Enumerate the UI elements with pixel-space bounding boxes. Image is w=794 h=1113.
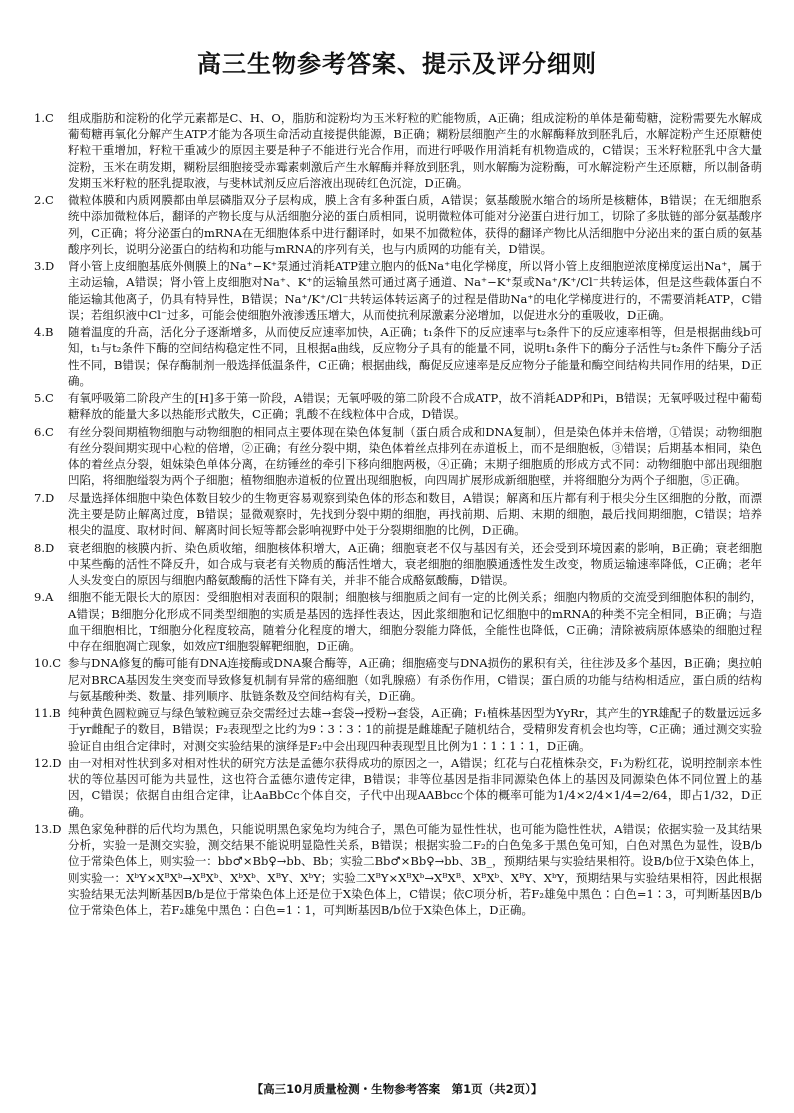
- answer-explanation: 细胞不能无限长大的原因：受细胞相对表面积的限制；细胞核与细胞质之间有一定的比例关系；细胞内物质的交流受到细胞体积的制约，A错误；B细胞分化形成不同类型细胞的实质是基因的选择性表达，因此浆细胞和记忆细胞中的mRNA的种类不完全相同，B正确；与造血干细胞相比，T细胞分化程度较高，随着分化程度的增大，细胞分裂能力降低，全能性也降低，C正确；清除被病原体感染的细胞过程中存在细胞凋亡现象，如效应T细胞裂解靶细胞，D正确。: [68, 590, 762, 653]
- answer-explanation: 有丝分裂间期植物细胞与动物细胞的相同点主要体现在染色体复制（蛋白质合成和DNA复制），但是染色体并未倍增，①错误；动物细胞有丝分裂间期实现中心粒的倍增，②正确；有丝分裂中期，染色体着丝点排列在赤道板上，而不是细胞板，③错误；后期基本相同，染色体的着丝点分裂，姐妹染色单体分离，在纺锤丝的牵引下移向细胞两极，④正确；末期子细胞质的形成方式不同：动物细胞中部出现细胞凹陷，将细胞缢裂为两个子细胞；植物细胞赤道板的位置出现细胞板，向四周扩展形成新细胞壁，并将细胞分为两个子细胞，⑤正确。: [68, 424, 762, 488]
- answer-number: 12.D: [34, 755, 62, 770]
- answer-explanation: 微粒体膜和内质网膜都由单层磷脂双分子层构成，膜上含有多种蛋白质，A错误；氨基酸脱水缩合的场所是核糖体，B错误；在无细胞系统中添加微粒体后，翻译的产物长度与从活细胞分泌的蛋白质相同，说明微粒体可能对分泌蛋白进行加工，切除了多肽链的部分氨基酸序列，C正确；将分泌蛋白的mRNA在无细胞体系中进行翻译时，如果不加微粒体，获得的翻译产物比从活细胞中分泌出来的蛋白质的氨基酸序列长，说明分泌蛋白的结构和功能与mRNA的序列有关，也与内质网的功能有关，D错误。: [68, 193, 762, 256]
- answer-explanation: 随着温度的升高，活化分子逐渐增多，从而使反应速率加快，A正确；t₁条件下的反应速率与t₂条件下的反应速率相等，但是根据曲线b可知，t₁与t₂条件下酶的空间结构稳定性不同，且根据a曲线，反应物分子具有的能量不同，说明t₁条件下的酶分子活性与t₂条件下酶分子活性不同，B错误；保存酶制剂一般选择低温条件，C正确；根据曲线，酶促反应速率是反应物分子能量和酶空间结构共同作用的结果，D正确。: [68, 325, 762, 388]
- answer-explanation: 黑色家兔种群的后代均为黑色，只能说明黑色家兔均为纯合子，黑色可能为显性性状，也可能为隐性性状，A错误；依据实验一及其结果分析，实验一是测交实验，测交结果不能说明显隐性关系，B错误；根据实验二F₂的白色兔多于黑色兔可知，白色对黑色为显性，设B/b位于常染色体上，则实验一：bb♂×Bb♀→bb、Bb；实验二Bb♂×Bb♀→bb、3B_，预期结果与实验结果相符。设B/b位于X染色体上，则实验一：XᵇY×XᴮXᵇ→XᴮXᵇ、XᵇXᵇ、XᴮY、XᵇY；实验二XᴮY×XᴮXᵇ→XᴮXᴮ、XᴮXᵇ、XᴮY、XᵇY，预期结果与实验结果相符，因此根据实验结果无法判断基因B/b是位于常染色体上还是位于X染色体上，C错误；依C项分析，若F₂雄兔中黑色∶白色=1∶3，可判断基因B/b位于常染色体上，若F₂雄兔中黑色∶白色=1∶1，可判断基因B/b位于X染色体上，D正确。: [68, 821, 762, 917]
- answer-number: 5.C: [34, 391, 54, 406]
- answer-item-10: [34, 655, 762, 704]
- answer-explanation: 组成脂肪和淀粉的化学元素都是C、H、O，脂肪和淀粉均为玉米籽粒的贮能物质，A正确；组成淀粉的单体是葡萄糖，淀粉需要先水解成葡萄糖再氧化分解产生ATP才能为各项生命活动直接提供能源，B正确；糊粉层细胞产生的水解酶释放到胚乳后，水解淀粉产生还原糖使籽粒干重增加，籽粒干重减少的原因主要是种子不能进行光合作用，而进行呼吸作用消耗有机物造成的，C错误；玉米籽粒胚乳中含大量淀粉，玉米在萌发期，糊粉层细胞接受赤霉素刺激后产生水解酶并释放到胚乳，则水解酶为淀粉酶，可水解淀粉产生还原糖，所以制备萌发期玉米籽粒的胚乳提取液，与斐林试剂反应后溶液出现砖红色沉淀，D正确。: [68, 111, 762, 190]
- answer-number: 3.D: [34, 259, 55, 274]
- answer-number: 13.D: [34, 821, 62, 836]
- answer-item-9: [34, 589, 762, 654]
- answer-number: 10.C: [34, 656, 62, 671]
- page-footer: 【高三10月质量检测・生物参考答案 第1页（共2页）】: [251, 1082, 543, 1096]
- answer-explanation: 纯种黄色圆粒豌豆与绿色皱粒豌豆杂交需经过去雄→套袋→授粉→套袋，A正确；F₁植株基因型为YyRr，其产生的YR雄配子的数量远远多于yr雌配子的数目，B错误；F₂表现型之比约为9∶3∶3∶1的前提是雌雄配子随机结合，受精卵发育机会也均等，C正确；通过测交实验验证自由组合定律时，对测交实验结果的演绎是F₂中会出现四种表现型且比例为1∶1∶1∶1，D正确。: [68, 706, 762, 753]
- answer-number: 8.D: [34, 540, 55, 555]
- answer-number: 2.C: [34, 193, 54, 208]
- answer-number: 4.B: [34, 325, 54, 340]
- answer-item-6: [34, 424, 762, 489]
- answer-explanation: 参与DNA修复的酶可能有DNA连接酶或DNA聚合酶等，A正确；细胞癌变与DNA损伤的累积有关，往往涉及多个基因，B正确；奥拉帕尼对BRCA基因发生突变而导致修复机制有异常的癌细胞（如乳腺癌）有杀伤作用，C错误；蛋白质的功能与结构相适应，蛋白质的结构与氨基酸种类、数量、排列顺序、肽链条数及空间结构有关，D正确。: [68, 656, 762, 703]
- answer-explanation: 有氧呼吸第二阶段产生的[H]多于第一阶段，A错误；无氧呼吸的第二阶段不合成ATP，故不消耗ADP和Pi，B错误；无氧呼吸过程中葡萄糖释放的能量大多以热能形式散失，C正确；乳酸不在线粒体中合成，D错误。: [68, 391, 762, 422]
- page-title: 高三生物参考答案、提示及评分细则: [197, 50, 597, 78]
- answer-item-1: [34, 110, 762, 191]
- answer-number: 11.B: [34, 706, 61, 721]
- answer-explanation: 由一对相对性状到多对相对性状的研究方法是孟德尔获得成功的原因之一，A错误；红花与白花植株杂交，F₁为粉红花，说明控制亲本性状的等位基因可能为共显性，这也符合孟德尔遗传定律，B错误；非等位基因是指非同源染色体上的基因及同源染色体不同位置上的基因，C错误；依据自由组合定律，让AaBbCc个体自交，子代中出现AABbcc个体的概率可能为1/4×2/4×1/4=2/64，即占1/32，D正确。: [68, 755, 762, 819]
- answer-item-11: [34, 705, 762, 754]
- answer-item-3: [34, 258, 762, 323]
- answer-explanation: 尽量选择体细胞中染色体数目较少的生物更容易观察到染色体的形态和数目，A错误；解离和压片都有利于根尖分生区细胞的分散，而漂洗主要是防止解离过度，B错误；显微观察时，先找到分裂中期的细胞，再找前期、后期、末期的细胞，最后找间期细胞，C错误；培养根尖的温度、取材时间、解离时间长短等都会影响视野中处于分裂期细胞的比例，D正确。: [68, 490, 762, 538]
- answer-item-8: [34, 540, 762, 589]
- answer-explanation: 肾小管上皮细胞基底外侧膜上的Na⁺−K⁺泵通过消耗ATP建立胞内的低Na⁺电化学梯度，所以肾小管上皮细胞逆浓度梯度运出Na⁺，属于主动运输，A错误；肾小管上皮细胞对Na⁺、K⁺的运输虽然可通过离子通道、Na⁺−K⁺泵或Na⁺/K⁺/Cl⁻共转运体，但是这些载体蛋白不能运输其他离子，仍具有特异性，B错误；Na⁺/K⁺/Cl⁻共转运体转运离子的过程是借助Na⁺的电化学梯度进行的，不需要消耗ATP，C错误；若组织液中Cl⁻过多，可能会使细胞外液渗透压增大，从而使抗利尿激素分泌增加，以促进水分的重吸收，D正确。: [68, 259, 762, 322]
- answer-item-13: [34, 821, 762, 918]
- answer-number: 7.D: [34, 490, 55, 505]
- answer-item-4: [34, 324, 762, 389]
- answer-list: [34, 110, 762, 919]
- answer-item-5: [34, 390, 762, 422]
- answer-item-7: [34, 490, 762, 539]
- answer-number: 1.C: [34, 111, 54, 125]
- answer-item-12: [34, 755, 762, 820]
- answer-number: 6.C: [34, 424, 54, 439]
- answer-item-2: [34, 192, 762, 257]
- answer-number: 9.A: [34, 590, 54, 605]
- answer-explanation: 衰老细胞的核膜内折、染色质收缩，细胞核体积增大，A正确；细胞衰老不仅与基因有关，还会受到环境因素的影响，B正确；衰老细胞中某些酶的活性不降反升，如合成与衰老有关物质的酶活性增大，衰老细胞的细胞膜通透性发生改变，物质运输速率降低，C正确；老年人头发变白的原因与细胞内酪氨酸酶的活性下降有关，并非不能合成酪氨酸酶，D错误。: [68, 540, 762, 587]
